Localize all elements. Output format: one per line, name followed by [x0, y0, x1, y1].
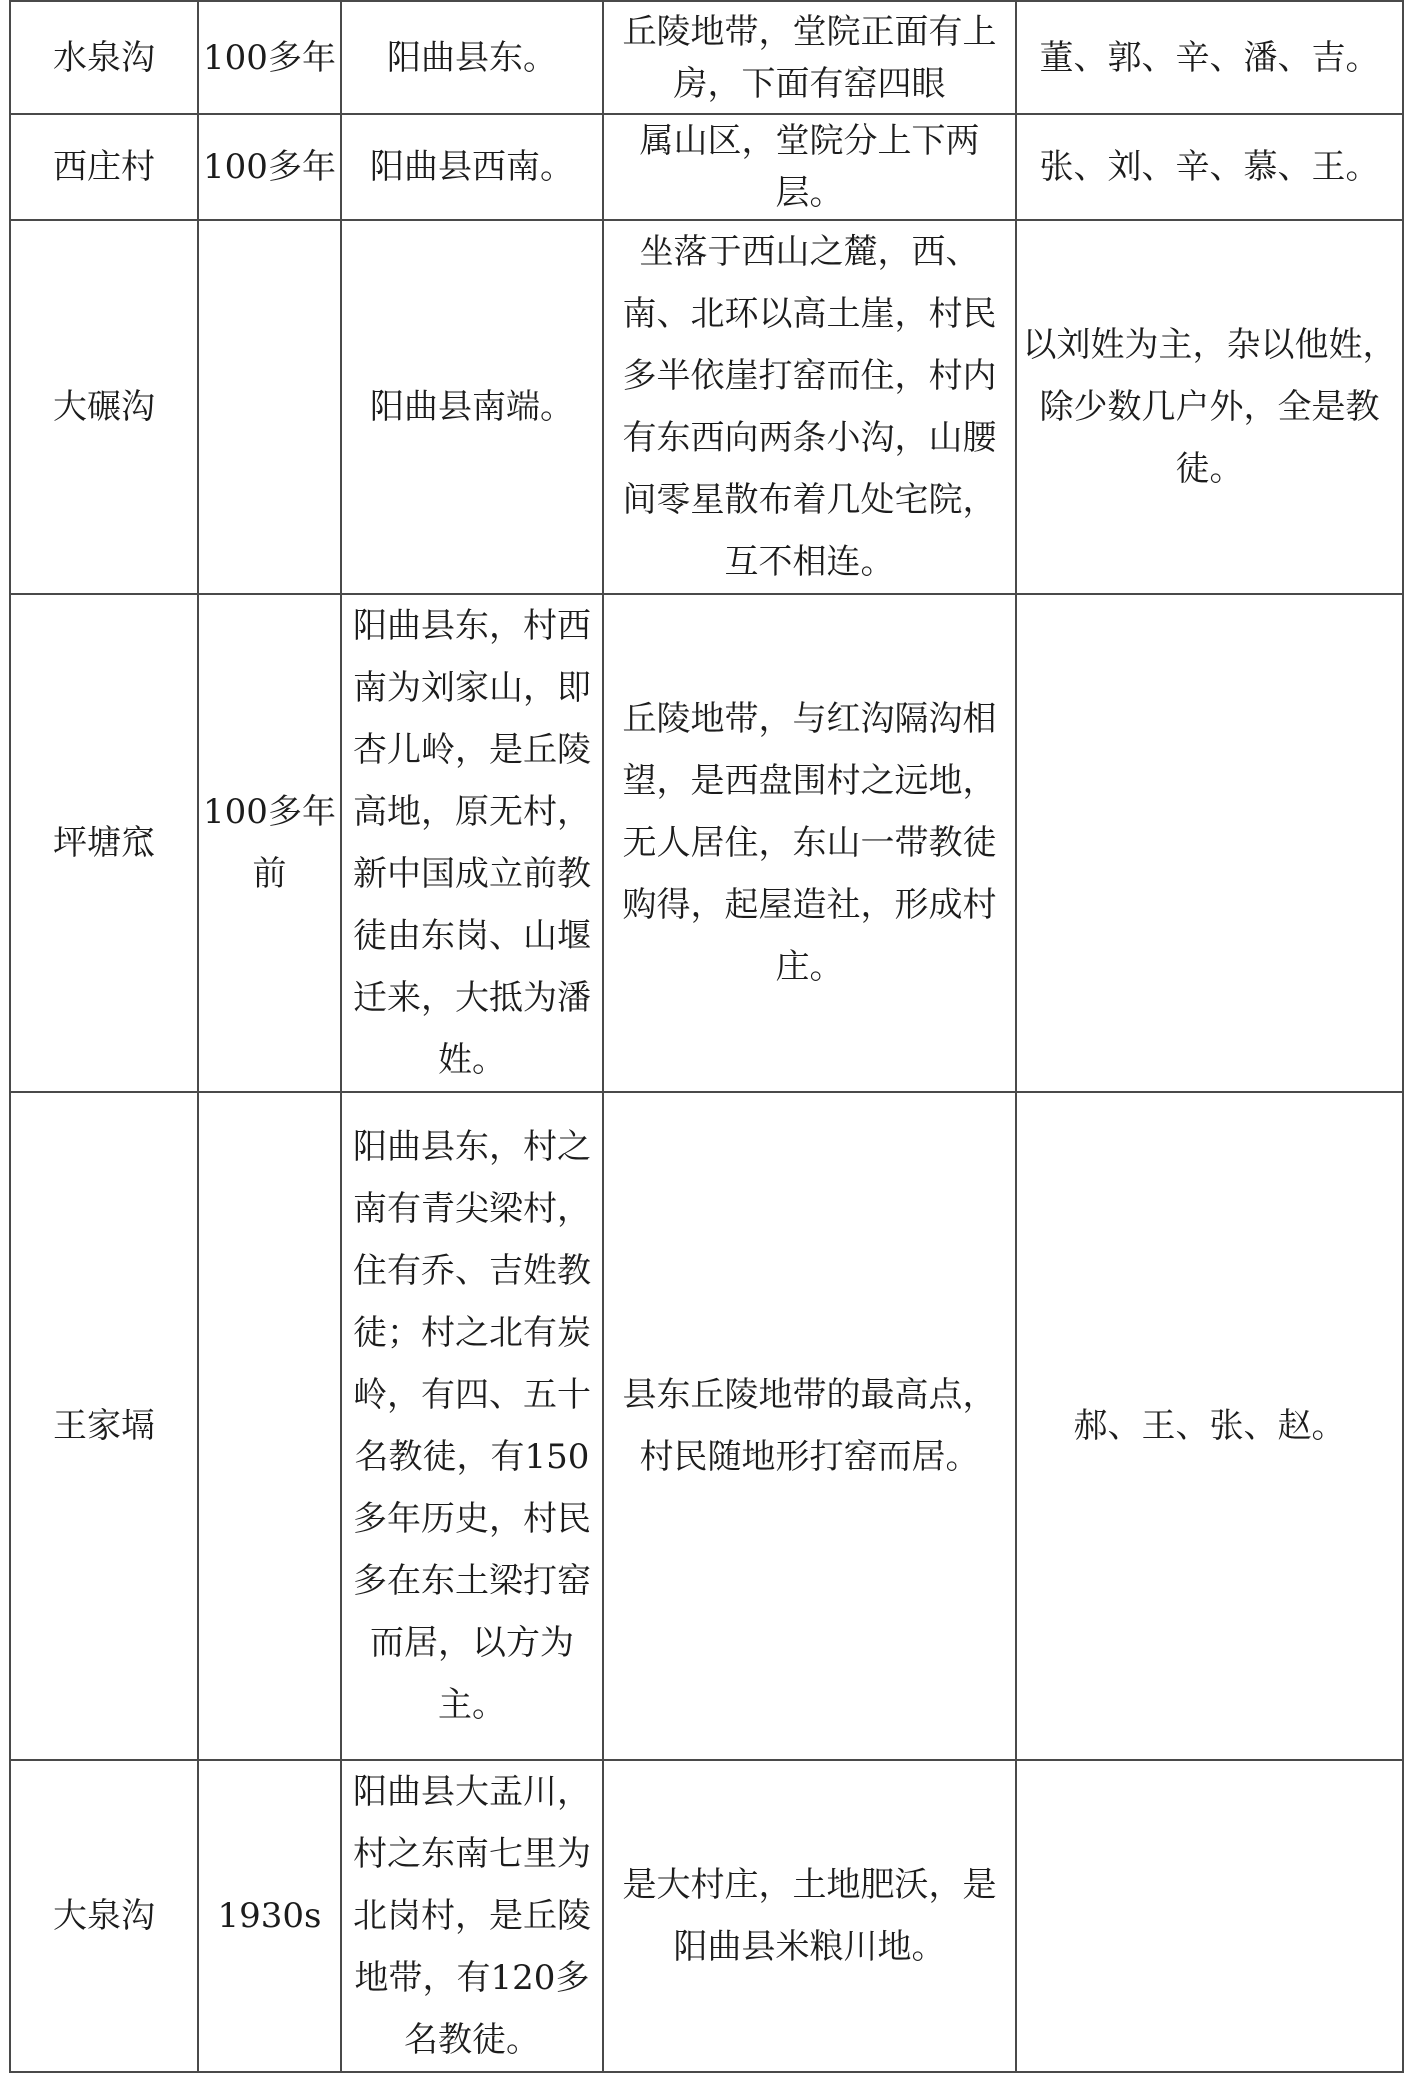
- village-name-cell: 西庄村: [10, 114, 198, 220]
- table-row: [10, 1092, 1403, 1760]
- history-cell: 100多年: [198, 114, 341, 220]
- village-name-cell: 坪塘窊: [10, 594, 198, 1092]
- surnames-cell: 张、刘、辛、慕、王。: [1016, 114, 1403, 220]
- surnames-cell: 以刘姓为主，杂以他姓，除少数几户外，全是教徒。: [1016, 220, 1403, 594]
- village-table: [9, 0, 1404, 2073]
- history-cell: 1930s: [198, 1760, 341, 2072]
- terrain-cell: 坐落于西山之麓，西、南、北环以高土崖，村民多半依崖打窑而住，村内有东西向两条小沟，山腰间零星散布着几处宅院，互不相连。: [603, 220, 1016, 594]
- terrain-cell: 属山区，堂院分上下两层。: [603, 114, 1016, 220]
- location-cell: 阳曲县东，村西南为刘家山，即杏儿岭，是丘陵高地，原无村，新中国成立前教徒由东岗、山堰迁来，大抵为潘姓。: [341, 594, 603, 1092]
- location-cell: 阳曲县南端。: [341, 220, 603, 594]
- location-cell: 阳曲县东。: [341, 1, 603, 114]
- history-cell: [198, 220, 341, 594]
- village-name-cell: 大泉沟: [10, 1760, 198, 2072]
- surnames-cell: 董、郭、辛、潘、吉。: [1016, 1, 1403, 114]
- terrain-cell: 是大村庄，土地肥沃，是阳曲县米粮川地。: [603, 1760, 1016, 2072]
- terrain-cell: 丘陵地带，堂院正面有上房，下面有窑四眼: [603, 1, 1016, 114]
- surnames-cell: [1016, 594, 1403, 1092]
- table-row: [10, 1, 1403, 114]
- surnames-cell: 郝、王、张、赵。: [1016, 1092, 1403, 1760]
- terrain-cell: 丘陵地带，与红沟隔沟相望，是西盘围村之远地，无人居住，东山一带教徒购得，起屋造社，形成村庄。: [603, 594, 1016, 1092]
- history-cell: 100多年: [198, 1, 341, 114]
- location-cell: 阳曲县大盂川，村之东南七里为北岗村，是丘陵地带，有120多名教徒。: [341, 1760, 603, 2072]
- history-cell: 100多年前: [198, 594, 341, 1092]
- table-row: [10, 114, 1403, 220]
- history-cell: [198, 1092, 341, 1760]
- village-name-cell: 王家塥: [10, 1092, 198, 1760]
- location-cell: 阳曲县东，村之南有青尖梁村，住有乔、吉姓教徒；村之北有炭岭，有四、五十名教徒，有150多年历史，村民多在东土梁打窑而居，以方为主。: [341, 1092, 603, 1760]
- village-name-cell: 大碾沟: [10, 220, 198, 594]
- terrain-cell: 县东丘陵地带的最高点，村民随地形打窑而居。: [603, 1092, 1016, 1760]
- village-name-cell: 水泉沟: [10, 1, 198, 114]
- location-cell: 阳曲县西南。: [341, 114, 603, 220]
- surnames-cell: [1016, 1760, 1403, 2072]
- table-row: [10, 220, 1403, 594]
- table-row: [10, 594, 1403, 1092]
- table-row: [10, 1760, 1403, 2072]
